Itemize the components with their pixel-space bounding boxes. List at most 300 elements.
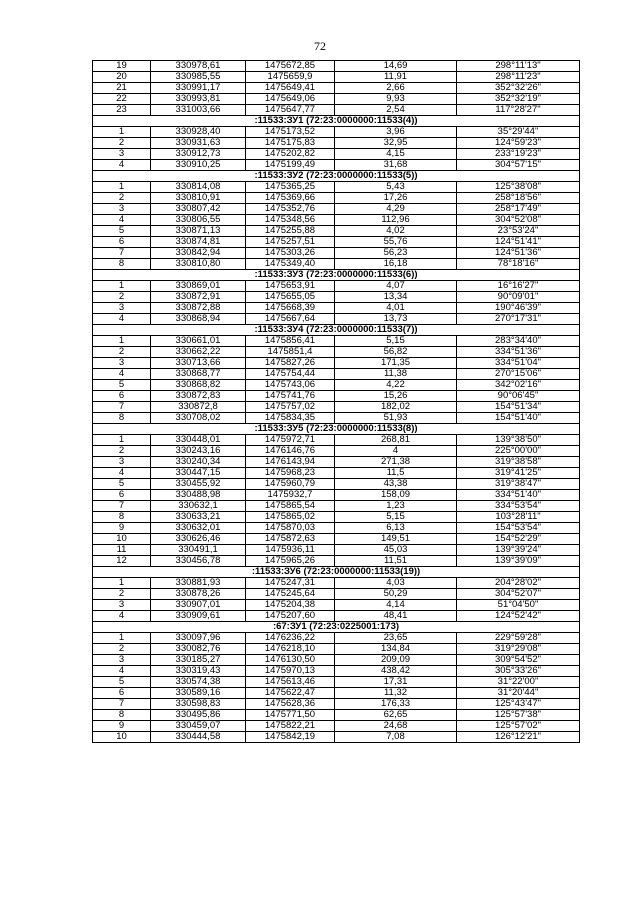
x-coordinate-cell: 330868,77	[151, 369, 246, 380]
bearing-cell: 125°38'08"	[457, 182, 580, 193]
distance-cell: 4,07	[335, 281, 457, 292]
table-row	[93, 699, 580, 710]
distance-cell: 149,51	[335, 534, 457, 545]
point-number-cell: 3	[93, 457, 151, 468]
y-coordinate-cell: 1475851,4	[246, 347, 335, 358]
y-coordinate-cell: 1475856,41	[246, 336, 335, 347]
point-number-cell: 3	[93, 358, 151, 369]
distance-cell: 11,91	[335, 72, 457, 83]
y-coordinate-cell: 1475202,82	[246, 149, 335, 160]
x-coordinate-cell: 330459,07	[151, 721, 246, 732]
table-row	[93, 61, 580, 72]
distance-cell: 43,38	[335, 479, 457, 490]
bearing-cell: 124°51'36"	[457, 248, 580, 259]
bearing-cell: 258°18'56"	[457, 193, 580, 204]
distance-cell: 5,15	[335, 512, 457, 523]
table-row	[93, 369, 580, 380]
table-row	[93, 281, 580, 292]
bearing-cell: 139°39'24"	[457, 545, 580, 556]
bearing-cell: 78°18'16"	[457, 259, 580, 270]
x-coordinate-cell: 330985,55	[151, 72, 246, 83]
point-number-cell: 7	[93, 402, 151, 413]
section-title: :11533:ЗУ1 (72:23:0000000:11533(4))	[93, 116, 580, 127]
point-number-cell: 3	[93, 600, 151, 611]
y-coordinate-cell: 1475865,02	[246, 512, 335, 523]
bearing-cell: 309°54'52"	[457, 655, 580, 666]
x-coordinate-cell: 330456,78	[151, 556, 246, 567]
distance-cell: 268,81	[335, 435, 457, 446]
x-coordinate-cell: 330910,25	[151, 160, 246, 171]
y-coordinate-cell: 1476236,22	[246, 633, 335, 644]
point-number-cell: 2	[93, 347, 151, 358]
point-number-cell: 7	[93, 699, 151, 710]
point-number-cell: 2	[93, 193, 151, 204]
point-number-cell: 8	[93, 259, 151, 270]
x-coordinate-cell: 330810,91	[151, 193, 246, 204]
y-coordinate-cell: 1475936,11	[246, 545, 335, 556]
x-coordinate-cell: 330881,93	[151, 578, 246, 589]
distance-cell: 7,08	[335, 732, 457, 743]
x-coordinate-cell: 330878,26	[151, 589, 246, 600]
x-coordinate-cell: 330872,88	[151, 303, 246, 314]
point-number-cell: 5	[93, 677, 151, 688]
y-coordinate-cell: 1475649,41	[246, 83, 335, 94]
bearing-cell: 298°11'23"	[457, 72, 580, 83]
distance-cell: 209,09	[335, 655, 457, 666]
y-coordinate-cell: 1475827,26	[246, 358, 335, 369]
y-coordinate-cell: 1475667,64	[246, 314, 335, 325]
x-coordinate-cell: 330488,98	[151, 490, 246, 501]
point-number-cell: 4	[93, 611, 151, 622]
table-row	[93, 182, 580, 193]
table-row	[93, 457, 580, 468]
table-row	[93, 523, 580, 534]
x-coordinate-cell: 330491,1	[151, 545, 246, 556]
distance-cell: 17,26	[335, 193, 457, 204]
y-coordinate-cell: 1475754,44	[246, 369, 335, 380]
y-coordinate-cell: 1475173,52	[246, 127, 335, 138]
y-coordinate-cell: 1475365,25	[246, 182, 335, 193]
bearing-cell: 258°17'49"	[457, 204, 580, 215]
y-coordinate-cell: 1475369,66	[246, 193, 335, 204]
point-number-cell: 4	[93, 215, 151, 226]
table-row	[93, 149, 580, 160]
distance-cell: 51,93	[335, 413, 457, 424]
bearing-cell: 117°28'27"	[457, 105, 580, 116]
x-coordinate-cell: 330810,80	[151, 259, 246, 270]
x-coordinate-cell: 330444,58	[151, 732, 246, 743]
point-number-cell: 6	[93, 688, 151, 699]
x-coordinate-cell: 330495,86	[151, 710, 246, 721]
bearing-cell: 270°15'06"	[457, 369, 580, 380]
x-coordinate-cell: 330319,43	[151, 666, 246, 677]
point-number-cell: 8	[93, 413, 151, 424]
bearing-cell: 190°46'39"	[457, 303, 580, 314]
point-number-cell: 4	[93, 468, 151, 479]
bearing-cell: 124°51'41"	[457, 237, 580, 248]
table-row	[93, 589, 580, 600]
distance-cell: 11,5	[335, 468, 457, 479]
bearing-cell: 334°51'04"	[457, 358, 580, 369]
table-row	[93, 644, 580, 655]
distance-cell: 11,32	[335, 688, 457, 699]
x-coordinate-cell: 330872,83	[151, 391, 246, 402]
point-number-cell: 9	[93, 721, 151, 732]
y-coordinate-cell: 1475649,06	[246, 94, 335, 105]
y-coordinate-cell: 1475771,50	[246, 710, 335, 721]
table-row	[93, 160, 580, 171]
x-coordinate-cell: 330633,21	[151, 512, 246, 523]
point-number-cell: 10	[93, 732, 151, 743]
table-row	[93, 556, 580, 567]
point-number-cell: 3	[93, 204, 151, 215]
point-number-cell: 1	[93, 578, 151, 589]
x-coordinate-cell: 330978,61	[151, 61, 246, 72]
y-coordinate-cell: 1475204,38	[246, 600, 335, 611]
distance-cell: 4,14	[335, 600, 457, 611]
bearing-cell: 31°20'44"	[457, 688, 580, 699]
point-number-cell: 1	[93, 435, 151, 446]
point-number-cell: 4	[93, 160, 151, 171]
distance-cell: 13,34	[335, 292, 457, 303]
section-title: :11533:ЗУ6 (72:23:0000000:11533(19))	[93, 567, 580, 578]
distance-cell: 16,18	[335, 259, 457, 270]
x-coordinate-cell: 330806,55	[151, 215, 246, 226]
y-coordinate-cell: 1475199,49	[246, 160, 335, 171]
distance-cell: 4,29	[335, 204, 457, 215]
point-number-cell: 9	[93, 523, 151, 534]
table-row	[93, 391, 580, 402]
bearing-cell: 298°11'13"	[457, 61, 580, 72]
table-row	[93, 248, 580, 259]
section-header-row	[93, 567, 580, 578]
x-coordinate-cell: 330874,81	[151, 237, 246, 248]
point-number-cell: 11	[93, 545, 151, 556]
point-number-cell: 12	[93, 556, 151, 567]
distance-cell: 50,29	[335, 589, 457, 600]
table-row	[93, 358, 580, 369]
y-coordinate-cell: 1475834,35	[246, 413, 335, 424]
y-coordinate-cell: 1475872,63	[246, 534, 335, 545]
table-row	[93, 677, 580, 688]
bearing-cell: 31°22'00"	[457, 677, 580, 688]
bearing-cell: 154°53'54"	[457, 523, 580, 534]
bearing-cell: 90°06'45"	[457, 391, 580, 402]
table-row	[93, 94, 580, 105]
x-coordinate-cell: 330871,13	[151, 226, 246, 237]
distance-cell: 2,66	[335, 83, 457, 94]
x-coordinate-cell: 330713,66	[151, 358, 246, 369]
x-coordinate-cell: 330708,02	[151, 413, 246, 424]
bearing-cell: 124°59'23"	[457, 138, 580, 149]
section-header-row	[93, 116, 580, 127]
table-row	[93, 512, 580, 523]
x-coordinate-cell: 330598,83	[151, 699, 246, 710]
table-row	[93, 732, 580, 743]
point-number-cell: 23	[93, 105, 151, 116]
bearing-cell: 319°29'08"	[457, 644, 580, 655]
distance-cell: 31,68	[335, 160, 457, 171]
bearing-cell: 233°19'23"	[457, 149, 580, 160]
table-row	[93, 633, 580, 644]
bearing-cell: 154°51'34"	[457, 402, 580, 413]
x-coordinate-cell: 330097,96	[151, 633, 246, 644]
table-row	[93, 578, 580, 589]
section-title: :67:ЗУ1 (72:23:0225001:173)	[93, 622, 580, 633]
bearing-cell: 283°34'40"	[457, 336, 580, 347]
y-coordinate-cell: 1475613,46	[246, 677, 335, 688]
bearing-cell: 124°52'42"	[457, 611, 580, 622]
point-number-cell: 5	[93, 380, 151, 391]
table-row	[93, 710, 580, 721]
distance-cell: 56,23	[335, 248, 457, 259]
table-row	[93, 380, 580, 391]
distance-cell: 112,96	[335, 215, 457, 226]
y-coordinate-cell: 1475668,39	[246, 303, 335, 314]
table-row	[93, 655, 580, 666]
y-coordinate-cell: 1475672,85	[246, 61, 335, 72]
point-number-cell: 7	[93, 501, 151, 512]
y-coordinate-cell: 1475247,31	[246, 578, 335, 589]
x-coordinate-cell: 330240,34	[151, 457, 246, 468]
x-coordinate-cell: 330814,08	[151, 182, 246, 193]
point-number-cell: 2	[93, 138, 151, 149]
x-coordinate-cell: 330872,8	[151, 402, 246, 413]
x-coordinate-cell: 330661,01	[151, 336, 246, 347]
table-row	[93, 314, 580, 325]
distance-cell: 271,38	[335, 457, 457, 468]
table-row	[93, 490, 580, 501]
table-row	[93, 347, 580, 358]
distance-cell: 182,02	[335, 402, 457, 413]
distance-cell: 158,09	[335, 490, 457, 501]
section-title: :11533:ЗУ3 (72:23:0000000:11533(6))	[93, 270, 580, 281]
y-coordinate-cell: 1475757,02	[246, 402, 335, 413]
table-row	[93, 336, 580, 347]
point-number-cell: 1	[93, 633, 151, 644]
section-header-row	[93, 270, 580, 281]
point-number-cell: 2	[93, 292, 151, 303]
bearing-cell: 305°33'26"	[457, 666, 580, 677]
table-row	[93, 666, 580, 677]
distance-cell: 4,01	[335, 303, 457, 314]
bearing-cell: 334°51'36"	[457, 347, 580, 358]
point-number-cell: 10	[93, 534, 151, 545]
point-number-cell: 5	[93, 479, 151, 490]
distance-cell: 11,38	[335, 369, 457, 380]
bearing-cell: 304°52'08"	[457, 215, 580, 226]
table-row	[93, 138, 580, 149]
distance-cell: 14,69	[335, 61, 457, 72]
y-coordinate-cell: 1475822,21	[246, 721, 335, 732]
x-coordinate-cell: 330842,94	[151, 248, 246, 259]
point-number-cell: 6	[93, 237, 151, 248]
table-row	[93, 600, 580, 611]
distance-cell: 4	[335, 446, 457, 457]
y-coordinate-cell: 1475352,76	[246, 204, 335, 215]
bearing-cell: 334°51'40"	[457, 490, 580, 501]
section-title: :11533:ЗУ2 (72:23:0000000:11533(5))	[93, 171, 580, 182]
table-row	[93, 479, 580, 490]
bearing-cell: 139°38'50"	[457, 435, 580, 446]
bearing-cell: 35°29'44"	[457, 127, 580, 138]
x-coordinate-cell: 331003,66	[151, 105, 246, 116]
y-coordinate-cell: 1475303,26	[246, 248, 335, 259]
bearing-cell: 319°41'25"	[457, 468, 580, 479]
x-coordinate-cell: 330632,01	[151, 523, 246, 534]
x-coordinate-cell: 330872,91	[151, 292, 246, 303]
y-coordinate-cell: 1476143,94	[246, 457, 335, 468]
bearing-cell: 51°04'50"	[457, 600, 580, 611]
distance-cell: 5,15	[335, 336, 457, 347]
distance-cell: 55,76	[335, 237, 457, 248]
table-row	[93, 446, 580, 457]
distance-cell: 56,82	[335, 347, 457, 358]
table-row	[93, 72, 580, 83]
x-coordinate-cell: 330455,92	[151, 479, 246, 490]
table-row	[93, 501, 580, 512]
y-coordinate-cell: 1475741,76	[246, 391, 335, 402]
distance-cell: 9,93	[335, 94, 457, 105]
bearing-cell: 352°32'26"	[457, 83, 580, 94]
table-row	[93, 204, 580, 215]
y-coordinate-cell: 1475965,26	[246, 556, 335, 567]
section-header-row	[93, 171, 580, 182]
y-coordinate-cell: 1475257,51	[246, 237, 335, 248]
distance-cell: 45,03	[335, 545, 457, 556]
distance-cell: 23,65	[335, 633, 457, 644]
point-number-cell: 21	[93, 83, 151, 94]
bearing-cell: 126°12'21"	[457, 732, 580, 743]
table-row	[93, 303, 580, 314]
table-row	[93, 127, 580, 138]
point-number-cell: 22	[93, 94, 151, 105]
y-coordinate-cell: 1475622,47	[246, 688, 335, 699]
y-coordinate-cell: 1475968,23	[246, 468, 335, 479]
distance-cell: 4,15	[335, 149, 457, 160]
bearing-cell: 319°38'47"	[457, 479, 580, 490]
table-row	[93, 226, 580, 237]
point-number-cell: 5	[93, 226, 151, 237]
y-coordinate-cell: 1475870,03	[246, 523, 335, 534]
table-row	[93, 534, 580, 545]
y-coordinate-cell: 1475175,83	[246, 138, 335, 149]
point-number-cell: 8	[93, 512, 151, 523]
point-number-cell: 4	[93, 314, 151, 325]
bearing-cell: 270°17'31"	[457, 314, 580, 325]
bearing-cell: 90°09'01"	[457, 292, 580, 303]
y-coordinate-cell: 1475743,06	[246, 380, 335, 391]
table-row	[93, 402, 580, 413]
bearing-cell: 334°53'54"	[457, 501, 580, 512]
table-row	[93, 435, 580, 446]
table-row	[93, 259, 580, 270]
distance-cell: 15,26	[335, 391, 457, 402]
x-coordinate-cell: 330447,15	[151, 468, 246, 479]
x-coordinate-cell: 330868,82	[151, 380, 246, 391]
point-number-cell: 20	[93, 72, 151, 83]
x-coordinate-cell: 330243,16	[151, 446, 246, 457]
distance-cell: 4,02	[335, 226, 457, 237]
bearing-cell: 23°53'24"	[457, 226, 580, 237]
x-coordinate-cell: 330907,01	[151, 600, 246, 611]
point-number-cell: 1	[93, 336, 151, 347]
y-coordinate-cell: 1475245,64	[246, 589, 335, 600]
distance-cell: 13,73	[335, 314, 457, 325]
bearing-cell: 125°57'38"	[457, 710, 580, 721]
table-row	[93, 237, 580, 248]
section-header-row	[93, 622, 580, 633]
y-coordinate-cell: 1475842,19	[246, 732, 335, 743]
table-row	[93, 193, 580, 204]
x-coordinate-cell: 330082,76	[151, 644, 246, 655]
x-coordinate-cell: 330909,61	[151, 611, 246, 622]
point-number-cell: 1	[93, 281, 151, 292]
y-coordinate-cell: 1476146,76	[246, 446, 335, 457]
section-header-row	[93, 325, 580, 336]
bearing-cell: 125°57'02"	[457, 721, 580, 732]
distance-cell: 4,22	[335, 380, 457, 391]
section-title: :11533:ЗУ4 (72:23:0000000:11533(7))	[93, 325, 580, 336]
table-row	[93, 468, 580, 479]
bearing-cell: 139°39'09"	[457, 556, 580, 567]
point-number-cell: 7	[93, 248, 151, 259]
x-coordinate-cell: 330632,1	[151, 501, 246, 512]
x-coordinate-cell: 330869,01	[151, 281, 246, 292]
table-row	[93, 83, 580, 94]
y-coordinate-cell: 1475628,36	[246, 699, 335, 710]
point-number-cell: 8	[93, 710, 151, 721]
distance-cell: 438,42	[335, 666, 457, 677]
bearing-cell: 125°43'47"	[457, 699, 580, 710]
bearing-cell: 319°38'58"	[457, 457, 580, 468]
bearing-cell: 154°51'40"	[457, 413, 580, 424]
y-coordinate-cell: 1475972,71	[246, 435, 335, 446]
distance-cell: 17,31	[335, 677, 457, 688]
distance-cell: 62,65	[335, 710, 457, 721]
y-coordinate-cell: 1475255,88	[246, 226, 335, 237]
bearing-cell: 342°02'16"	[457, 380, 580, 391]
y-coordinate-cell: 1475659,9	[246, 72, 335, 83]
point-number-cell: 4	[93, 369, 151, 380]
section-header-row	[93, 424, 580, 435]
point-number-cell: 3	[93, 303, 151, 314]
table-row	[93, 413, 580, 424]
x-coordinate-cell: 330807,42	[151, 204, 246, 215]
x-coordinate-cell: 330928,40	[151, 127, 246, 138]
x-coordinate-cell: 330868,94	[151, 314, 246, 325]
distance-cell: 176,33	[335, 699, 457, 710]
table-row	[93, 292, 580, 303]
point-number-cell: 6	[93, 391, 151, 402]
distance-cell: 134,84	[335, 644, 457, 655]
distance-cell: 48,41	[335, 611, 457, 622]
point-number-cell: 1	[93, 127, 151, 138]
distance-cell: 11,51	[335, 556, 457, 567]
x-coordinate-cell: 330448,01	[151, 435, 246, 446]
distance-cell: 5,43	[335, 182, 457, 193]
distance-cell: 32,95	[335, 138, 457, 149]
bearing-cell: 304°57'15"	[457, 160, 580, 171]
y-coordinate-cell: 1475970,13	[246, 666, 335, 677]
y-coordinate-cell: 1475348,56	[246, 215, 335, 226]
x-coordinate-cell: 330589,16	[151, 688, 246, 699]
table-row	[93, 721, 580, 732]
bearing-cell: 204°28'02"	[457, 578, 580, 589]
x-coordinate-cell: 330993,81	[151, 94, 246, 105]
table-row	[93, 611, 580, 622]
y-coordinate-cell: 1475655,05	[246, 292, 335, 303]
